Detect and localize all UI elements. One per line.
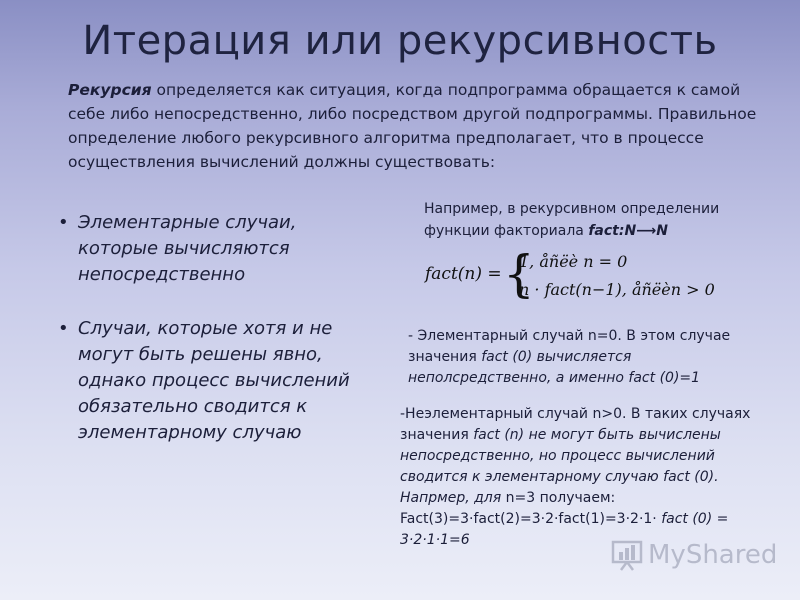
list-item [52,316,372,446]
recursive-case-text2: n=3 получаем: Fact(3)=3·fact(2)=3·2·fact(1)=3·2·1· [400,490,662,527]
presentation-chart-icon [610,538,644,572]
factorial-example-intro [424,198,764,242]
formula-lhs: fact(n) = [425,264,502,284]
bullet-icon: • [58,212,69,233]
base-case-text: - Элементарный случай n=0. В этом случае значения [408,328,731,365]
bullet-text: Элементарные случаи, которые вычисляются непосредственно [78,212,297,285]
bullet-text: Случаи, которые хотя и не могут быть решены явно, однако процесс вычислений обязательно сводится к элементарному случаю [78,318,350,443]
recursive-case-italic1: fact (n) не могут быть вычислены непосредственно, но процесс вычислений сводится к элементарному случаю fact (0). Напрмер, для [400,427,721,506]
watermark-logo [608,536,778,576]
recursive-case-text1: -Неэлементарный случай n>0. В таких случаях значения [400,406,751,443]
example-intro-text: Например, в рекурсивном определении функции факториала [424,201,720,239]
factorial-signature: fact:N⟶N [588,223,668,239]
list-item [52,210,372,288]
cases-list [52,210,372,474]
formula-case-base: 1, åñëè n = 0 [519,252,628,271]
watermark-text: MyShared [648,540,778,570]
definition-term: Рекурсия [68,81,152,99]
base-case-note [408,326,778,389]
slide-title: Итерация или рекурсивность [82,18,718,64]
factorial-formula [425,245,725,306]
bullet-icon: • [58,318,69,339]
recursive-case-italic2: fact (0) = 3·2·1·1=6 [400,511,729,548]
formula-brace: { [503,245,535,303]
base-case-italic: fact (0) вычисляется неполсредственно, а именно fact (0)=1 [408,349,701,386]
definition-text: определяется как ситуация, когда подпрограмма обращается к самой себе либо непосредственно, либо посредством другой подпрограммы. Правильное определение любого рекурсивного алгоритма предполагает, что в процессе осуществления вычислений должны существовать: [68,81,757,171]
recursion-definition [68,78,758,174]
formula-case-recursive: n · fact(n−1), åñëèn > 0 [519,280,715,299]
recursive-case-note [400,404,780,551]
